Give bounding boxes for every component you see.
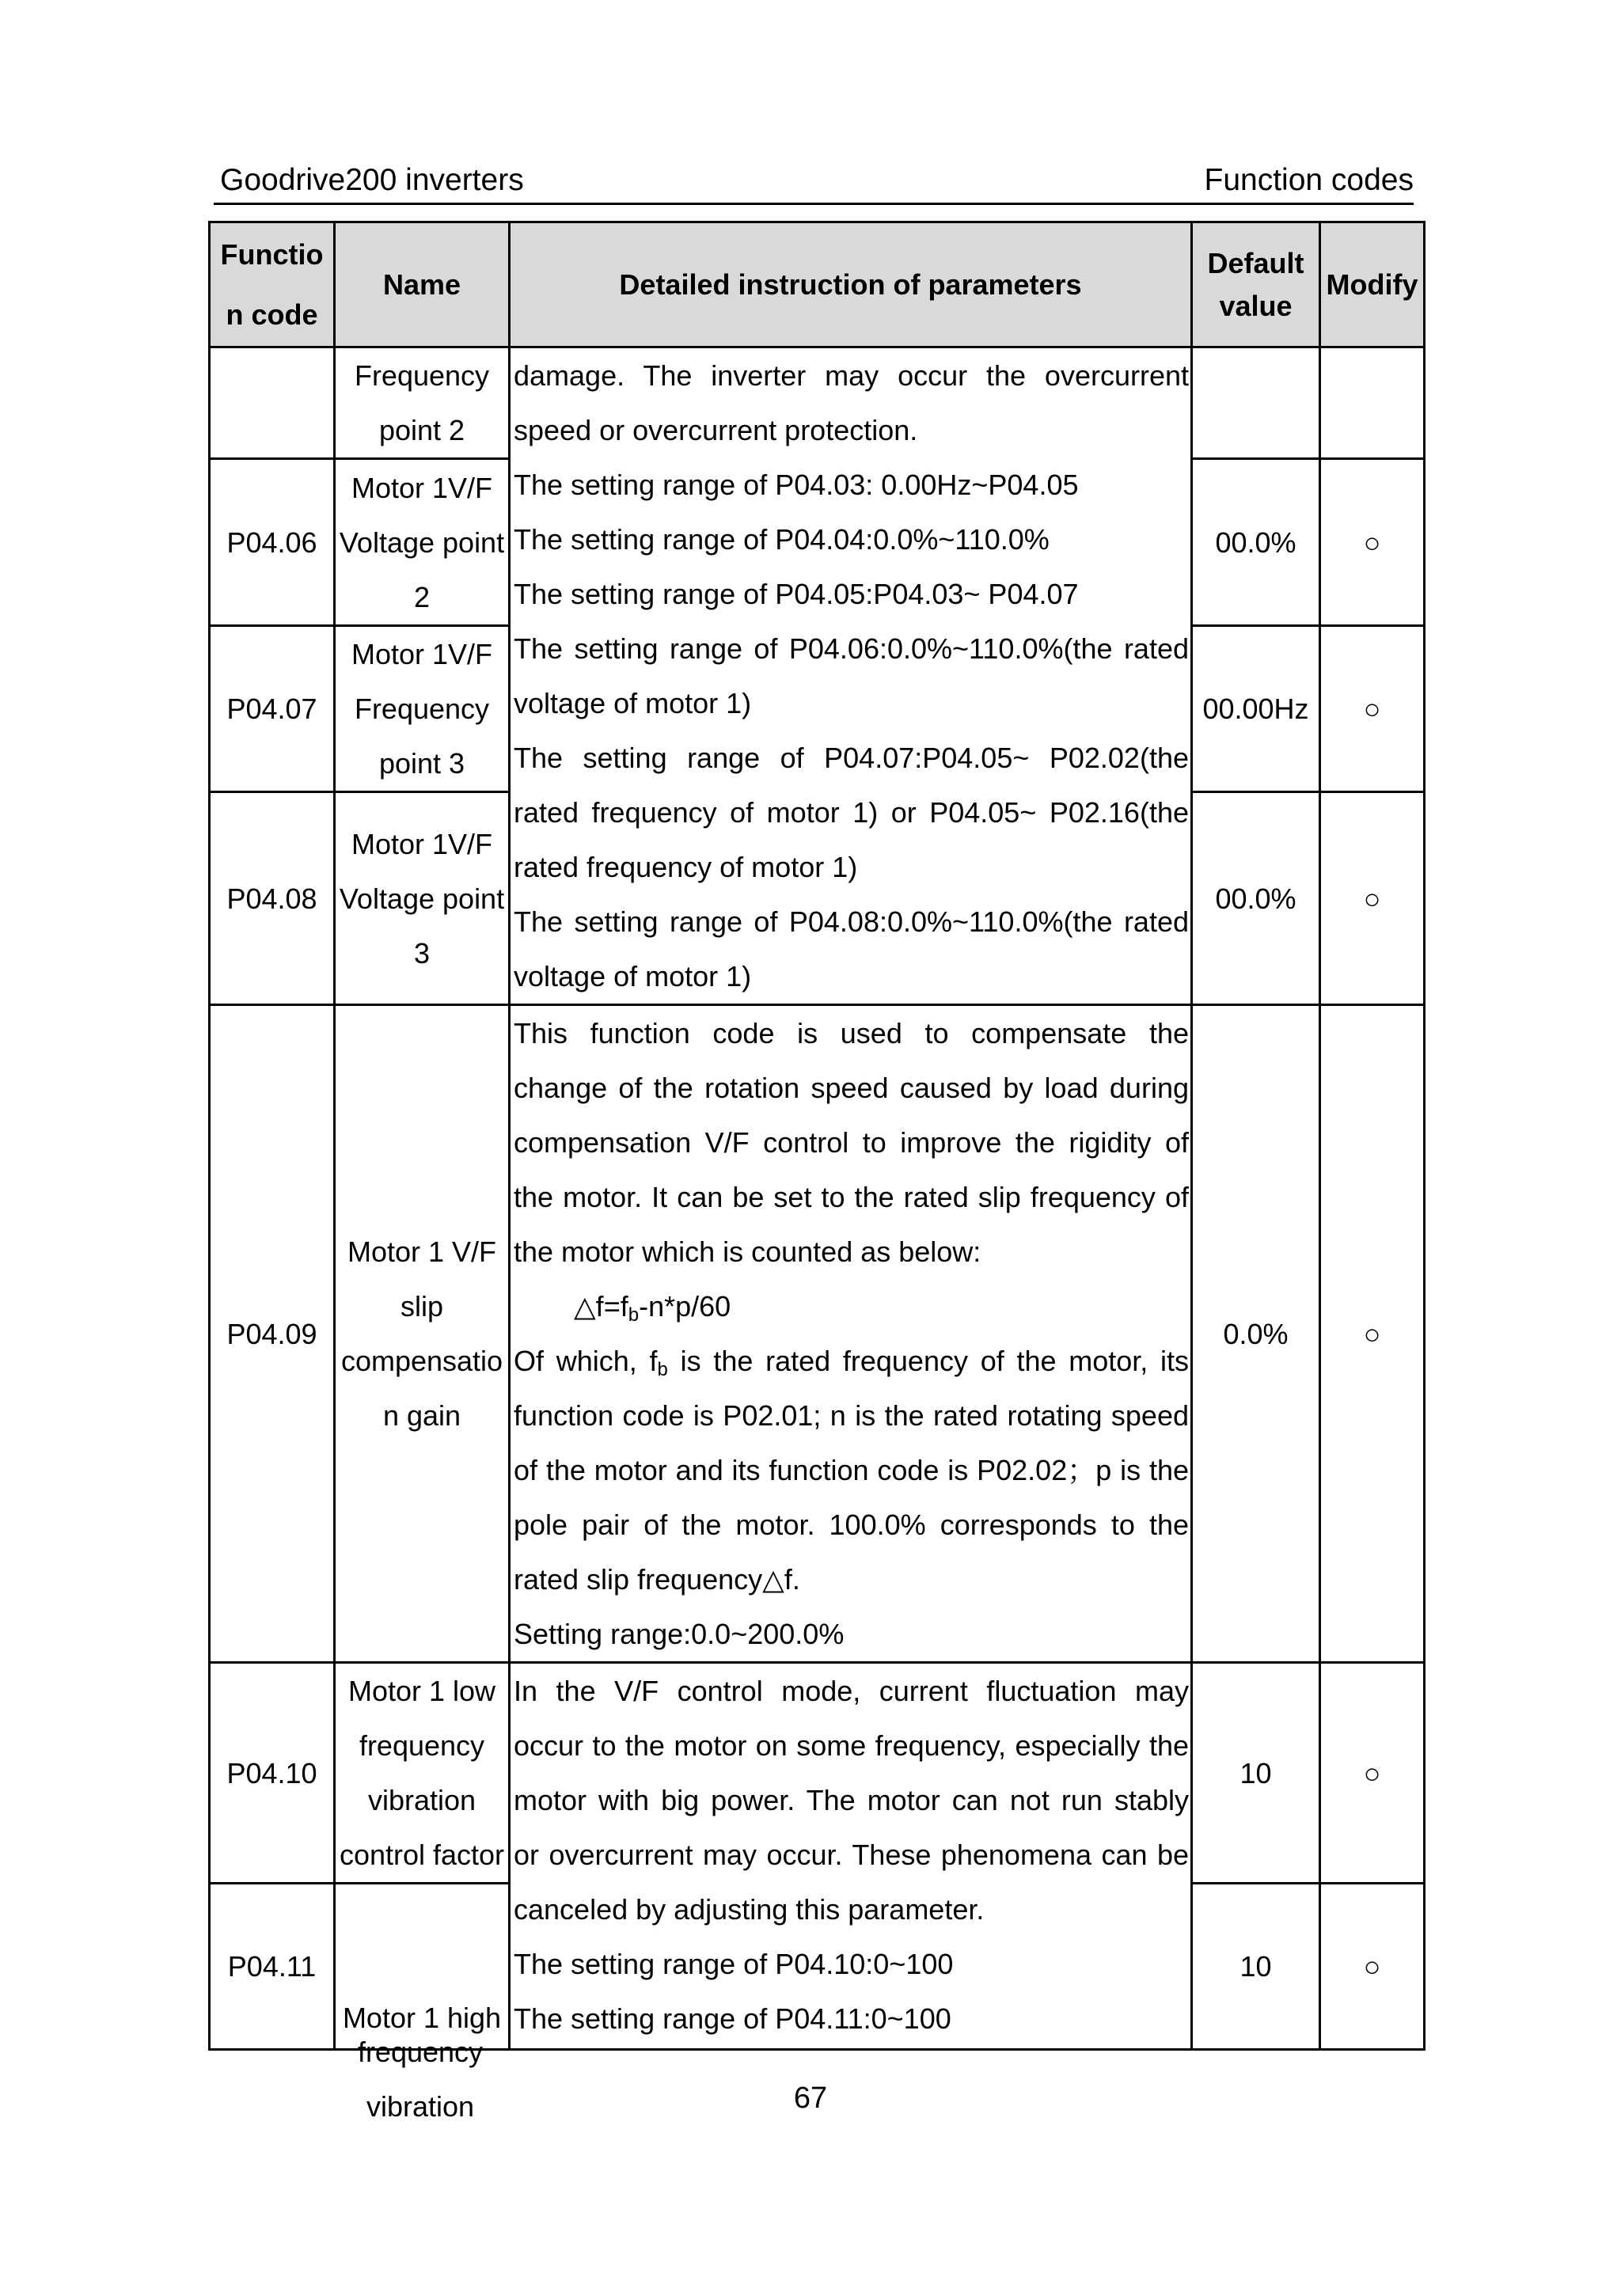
header-product-title: Goodrive200 inverters bbox=[220, 163, 524, 197]
column-header-function-code-line: n code bbox=[226, 298, 318, 331]
function-code-cell: P04.09 bbox=[210, 1005, 335, 1663]
description-line: pole pair of the motor. 100.0% corresponds to the bbox=[514, 1509, 1189, 1541]
table-row bbox=[210, 1663, 1425, 1884]
description-line: the motor which is counted as below: bbox=[514, 1235, 981, 1268]
description-line: rated slip frequency△f. bbox=[514, 1563, 800, 1596]
modify-cell bbox=[1320, 347, 1425, 459]
parameter-name-line: vibration bbox=[367, 1784, 476, 1816]
table-header-row bbox=[210, 222, 1425, 347]
modify-cell: ○ bbox=[1320, 459, 1425, 626]
parameter-name-line: Motor 1 high bbox=[342, 2002, 502, 2034]
modify-cell: ○ bbox=[1320, 1884, 1425, 2050]
parameter-name-line: compensatio bbox=[340, 1345, 503, 1377]
description-line: function code is P02.01; n is the rated rotating speed bbox=[514, 1399, 1189, 1432]
parameter-name-line: Motor 1V/F bbox=[351, 827, 493, 860]
description-line: speed or overcurrent protection. bbox=[514, 414, 918, 446]
description-line: The setting range of P04.04:0.0%~110.0% bbox=[514, 523, 1050, 556]
description-text: Of which, f bbox=[514, 1345, 658, 1377]
default-value-cell bbox=[1192, 347, 1320, 459]
description-cell bbox=[510, 1005, 1192, 1663]
parameter-name-line: point 2 bbox=[378, 414, 465, 447]
modify-cell: ○ bbox=[1320, 1005, 1425, 1663]
parameter-table bbox=[208, 221, 1425, 2051]
description-line bbox=[514, 1334, 1189, 1388]
column-header-detailed-instruction: Detailed instruction of parameters bbox=[510, 222, 1192, 347]
parameter-name-line: Frequency bbox=[354, 359, 490, 393]
description-line: Setting range:0.0~200.0% bbox=[514, 1618, 845, 1650]
default-value-cell: 00.0% bbox=[1192, 459, 1320, 626]
description-line: In the V/F control mode, current fluctuation may bbox=[514, 1675, 1189, 1707]
parameter-name-cell bbox=[335, 1005, 510, 1663]
parameter-name-line: Frequency bbox=[354, 693, 490, 726]
parameter-name-line: control factor bbox=[339, 1839, 505, 1871]
function-code-cell: P04.11 bbox=[210, 1884, 335, 2050]
parameter-name-line: frequency bbox=[359, 1729, 485, 1762]
column-header-function-code-line: Functio bbox=[220, 237, 324, 271]
default-value-cell: 10 bbox=[1192, 1884, 1320, 2050]
description-subscript: b bbox=[657, 1359, 668, 1380]
parameter-name-line: vibration bbox=[366, 2090, 475, 2123]
slip-formula-subscript: b bbox=[628, 1304, 640, 1326]
slip-formula-text: △f=f bbox=[574, 1290, 628, 1323]
description-line: change of the rotation speed caused by load during bbox=[514, 1072, 1189, 1104]
description-line: The setting range of P04.03: 0.00Hz~P04.05 bbox=[514, 469, 1079, 501]
description-line: The setting range of P04.06:0.0%~110.0%(the rated bbox=[514, 632, 1189, 665]
description-line: occur to the motor on some frequency, especially the bbox=[514, 1729, 1189, 1762]
slip-formula bbox=[514, 1279, 1189, 1334]
parameter-name-line: 3 bbox=[413, 936, 431, 970]
column-header-modify: Modify bbox=[1320, 222, 1425, 347]
parameter-name-line: Motor 1 low bbox=[347, 1675, 496, 1707]
description-line: The setting range of P04.08:0.0%~110.0%(the rated bbox=[514, 905, 1189, 938]
parameter-name-line: Motor 1 V/F bbox=[347, 1235, 497, 1268]
description-text: is the rated frequency of the motor, its bbox=[667, 1345, 1189, 1377]
function-code-cell: P04.10 bbox=[210, 1663, 335, 1884]
default-value-cell: 0.0% bbox=[1192, 1005, 1320, 1663]
parameter-name-line: n gain bbox=[382, 1399, 461, 1432]
description-line: The setting range of P04.07:P04.05~ P02.02(the bbox=[514, 742, 1189, 774]
parameter-name-line: Motor 1V/F bbox=[351, 471, 493, 504]
default-value-cell: 00.0% bbox=[1192, 792, 1320, 1005]
description-cell bbox=[510, 1663, 1192, 2050]
parameter-name-cell bbox=[335, 1663, 510, 1884]
default-value-cell: 00.00Hz bbox=[1192, 625, 1320, 792]
parameter-name-cell bbox=[335, 625, 510, 792]
description-line: rated frequency of motor 1) bbox=[514, 851, 858, 883]
slip-formula-text: -n*p/60 bbox=[639, 1290, 731, 1323]
description-cell bbox=[510, 347, 1192, 1005]
parameter-name-cell bbox=[335, 459, 510, 626]
function-code-cell: P04.08 bbox=[210, 792, 335, 1005]
parameter-name-line: 2 bbox=[413, 580, 431, 613]
parameter-name-line: point 3 bbox=[378, 747, 465, 780]
description-line: voltage of motor 1) bbox=[514, 960, 752, 992]
running-header bbox=[220, 163, 1414, 204]
parameter-name-cell bbox=[335, 347, 510, 459]
description-line: This function code is used to compensate the bbox=[514, 1017, 1189, 1049]
column-header-name: Name bbox=[335, 222, 510, 347]
column-header-default-value-line: Default bbox=[1207, 246, 1304, 279]
header-rule bbox=[214, 203, 1414, 205]
default-value-cell: 10 bbox=[1192, 1663, 1320, 1884]
parameter-name-cell bbox=[335, 792, 510, 1005]
function-code-cell: P04.07 bbox=[210, 625, 335, 792]
modify-cell: ○ bbox=[1320, 1663, 1425, 1884]
parameter-name-overflow bbox=[333, 2025, 507, 2134]
description-line: The setting range of P04.10:0~100 bbox=[514, 1948, 954, 1980]
description-line: rated frequency of motor 1) or P04.05~ P02.16(the bbox=[514, 796, 1189, 829]
description-line: of the motor and its function code is P02.02；p is the bbox=[514, 1454, 1189, 1486]
description-line: the motor. It can be set to the rated slip frequency of bbox=[514, 1181, 1189, 1213]
description-line: voltage of motor 1) bbox=[514, 687, 752, 719]
description-line: canceled by adjusting this parameter. bbox=[514, 1893, 985, 1926]
parameter-name-line: slip bbox=[400, 1290, 444, 1323]
description-line: The setting range of P04.11:0~100 bbox=[514, 2002, 951, 2035]
table-row bbox=[210, 1005, 1425, 1663]
description-line: The setting range of P04.05:P04.03~ P04.07 bbox=[514, 578, 1079, 610]
description-line: compensation V/F control to improve the rigidity of bbox=[514, 1126, 1189, 1159]
table-row bbox=[210, 347, 1425, 459]
parameter-name-line: Motor 1V/F bbox=[351, 638, 493, 671]
parameter-name-line: Voltage point bbox=[339, 526, 505, 559]
function-code-cell: P04.06 bbox=[210, 459, 335, 626]
parameter-name-line: frequency bbox=[357, 2036, 484, 2068]
column-header-default-value-line: value bbox=[1219, 289, 1293, 322]
column-header-default-value bbox=[1192, 222, 1320, 347]
description-line: motor with big power. The motor can not run stably bbox=[514, 1784, 1189, 1816]
modify-cell: ○ bbox=[1320, 792, 1425, 1005]
header-section-title: Function codes bbox=[1204, 163, 1414, 197]
description-line: damage. The inverter may occur the overcurrent bbox=[514, 359, 1189, 392]
column-header-function-code bbox=[210, 222, 335, 347]
description-line: or overcurrent may occur. These phenomena can be bbox=[514, 1839, 1189, 1871]
page-number: 67 bbox=[793, 2082, 828, 2115]
function-code-cell bbox=[210, 347, 335, 459]
modify-cell: ○ bbox=[1320, 625, 1425, 792]
parameter-name-line: Voltage point bbox=[339, 882, 505, 915]
